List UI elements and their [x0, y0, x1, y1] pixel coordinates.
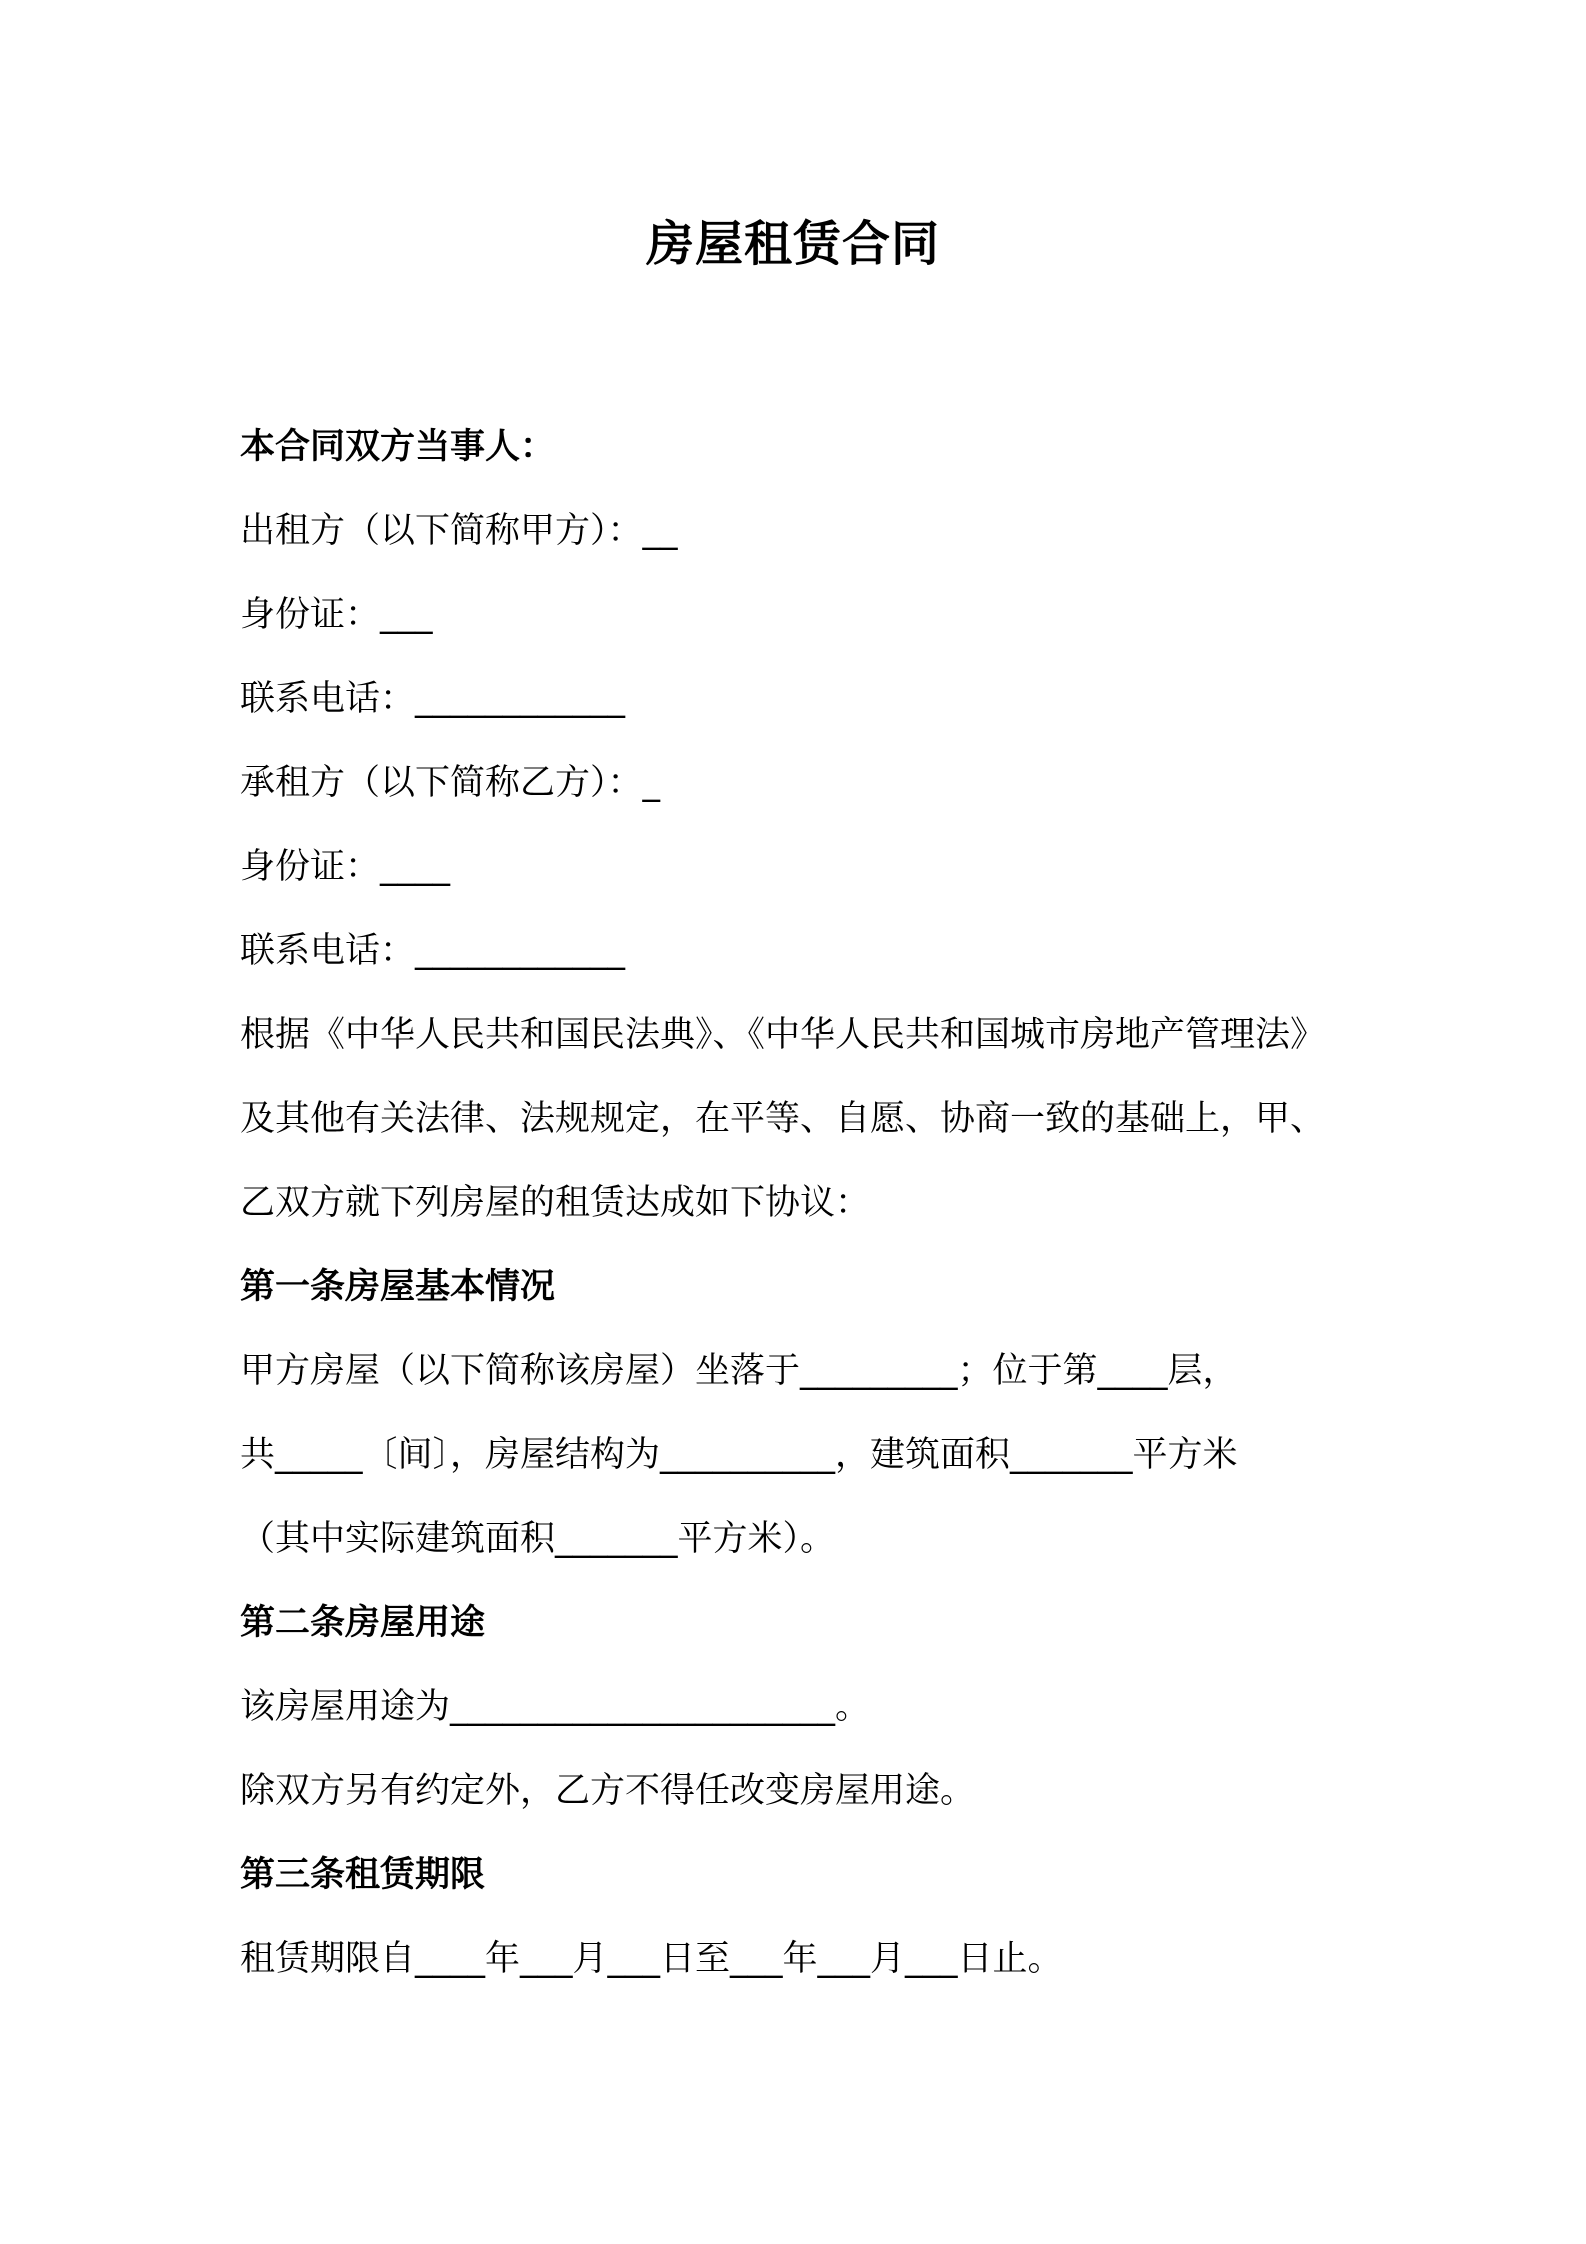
lessor-line: 出租方（以下简称甲方）：__: [240, 511, 678, 551]
article-1-line-2: 共_____〔间〕，房屋结构为__________，建筑面积_______平方米: [240, 1435, 1238, 1475]
lessee-id-line: 身份证：____: [240, 847, 451, 887]
article-1-line-1: 甲方房屋（以下简称该房屋）坐落于_________；位于第____层，: [240, 1351, 1238, 1391]
document-body: [240, 405, 1350, 2001]
lessor-phone-line: 联系电话：____________: [240, 679, 626, 719]
article-1-heading: 第一条房屋基本情况: [240, 1267, 556, 1307]
article-2-heading: 第二条房屋用途: [240, 1603, 486, 1643]
legal-basis-line-1: 根据《中华人民共和国民法典》、《中华人民共和国城市房地产管理法》: [240, 1015, 1326, 1055]
lessee-phone-line: 联系电话：____________: [240, 931, 626, 971]
document-title: 房屋租赁合同: [645, 216, 940, 272]
legal-basis-line-2: 及其他有关法律、法规规定，在平等、自愿、协商一致的基础上，甲、: [240, 1099, 1326, 1139]
article-3-line-1: 租赁期限自____年___月___日至___年___月___日止。: [240, 1939, 1063, 1979]
legal-basis-line-3: 乙双方就下列房屋的租赁达成如下协议：: [240, 1183, 871, 1223]
lessor-id-line: 身份证：___: [240, 595, 433, 635]
article-2-line-2: 除双方另有约定外，乙方不得任改变房屋用途。: [240, 1771, 976, 1811]
article-2-line-1: 该房屋用途为______________________。: [240, 1687, 871, 1727]
article-1-line-3: （其中实际建筑面积_______平方米）。: [240, 1519, 836, 1559]
article-3-heading: 第三条租赁期限: [240, 1855, 486, 1895]
lessee-line: 承租方（以下简称乙方）：_: [240, 763, 661, 803]
parties-heading: 本合同双方当事人：: [240, 427, 556, 467]
